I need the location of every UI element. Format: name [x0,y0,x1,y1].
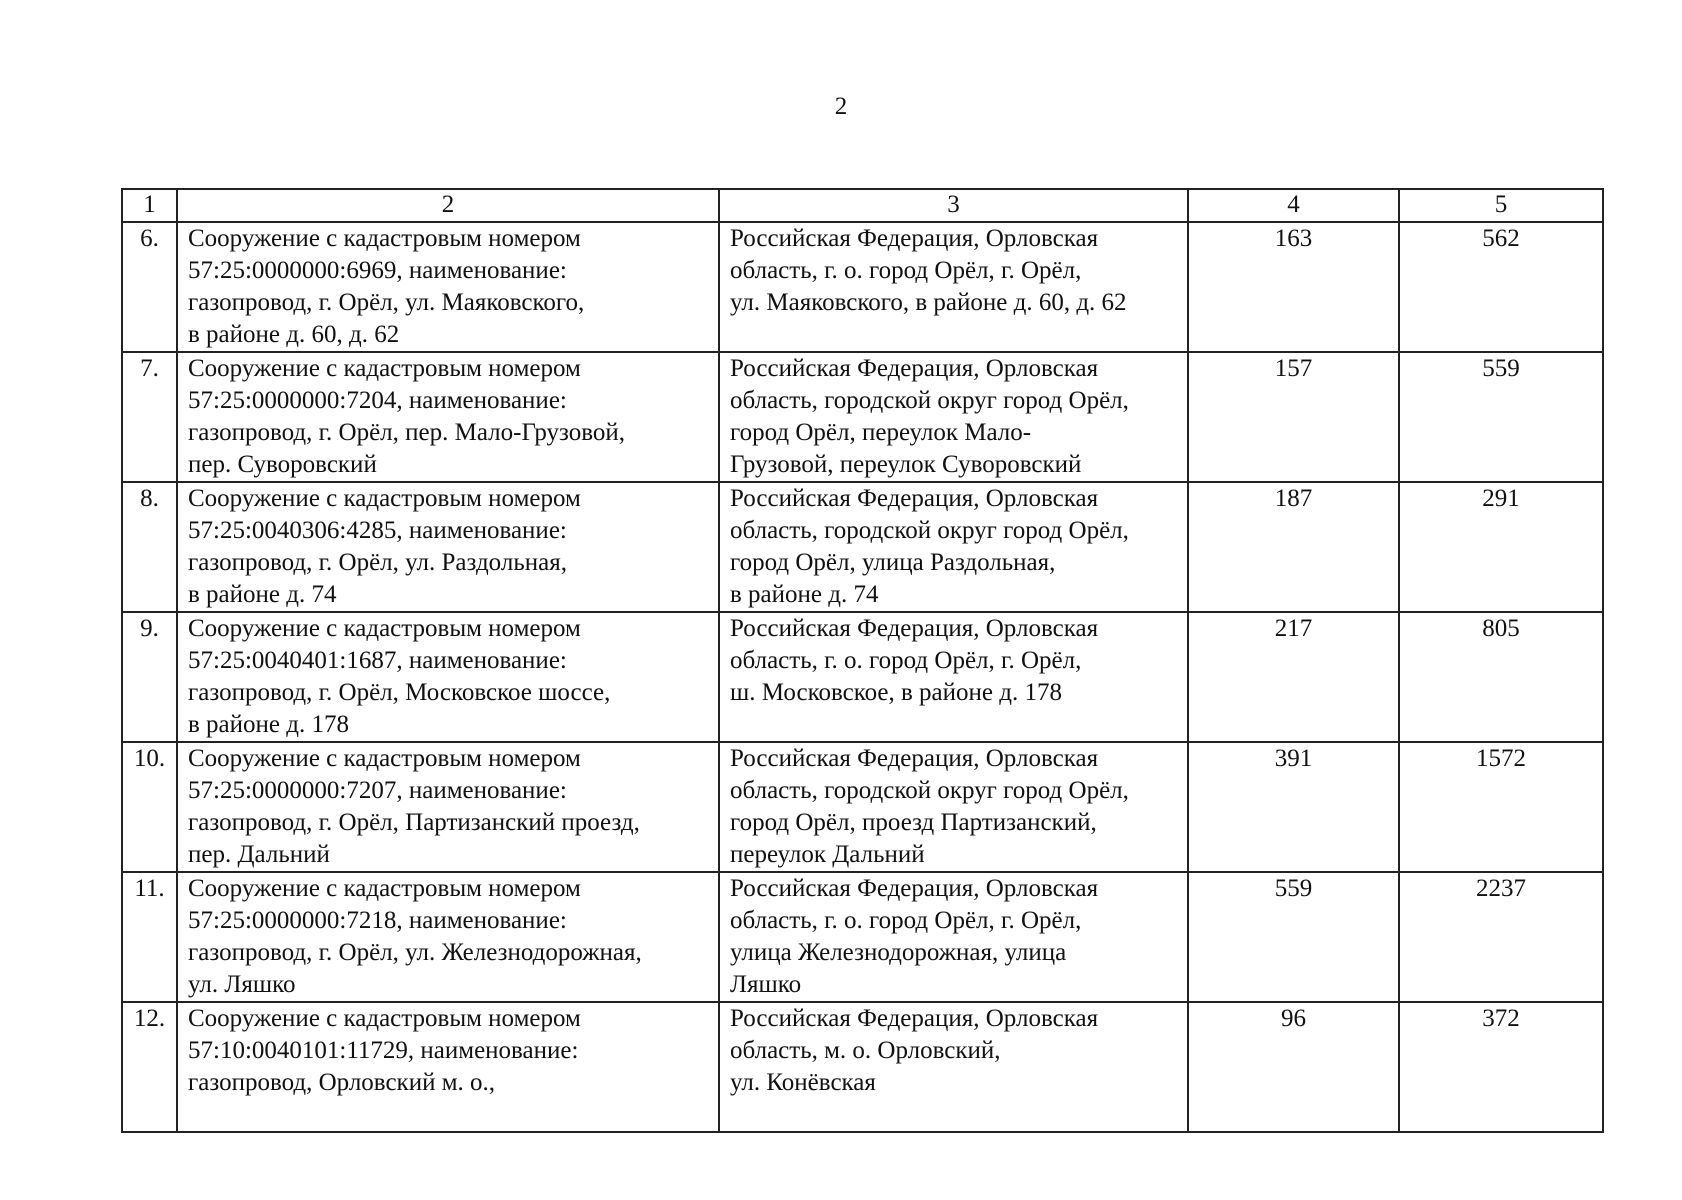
description-line: 57:25:0000000:6969, наименование: [188,257,567,284]
description-line: газопровод, г. Орёл, ул. Раздольная, [188,549,567,576]
address-line: Российская Федерация, Орловская [730,225,1099,252]
address-line: переулок Дальний [730,841,925,868]
row-number: 11. [122,872,177,1002]
object-address [719,352,1188,482]
header-cell-3: 3 [719,189,1188,222]
column-5-value: 805 [1399,612,1603,742]
address-line: улица Железнодорожная, улица [730,939,1067,966]
object-description [177,872,719,1002]
address-line: область, м. о. Орловский, [730,1037,1001,1064]
description-line: Сооружение с кадастровым номером [188,355,581,382]
address-line: Российская Федерация, Орловская [730,615,1099,642]
column-5-value: 2237 [1399,872,1603,1002]
address-line: ш. Московское, в районе д. 178 [730,679,1062,706]
address-line: область, г. о. город Орёл, г. Орёл, [730,907,1082,934]
column-4-value: 559 [1188,872,1399,1002]
address-line: Российская Федерация, Орловская [730,875,1099,902]
column-5-value: 291 [1399,482,1603,612]
description-line: Сооружение с кадастровым номером [188,225,581,252]
column-4-value: 96 [1188,1002,1399,1132]
header-cell-4: 4 [1188,189,1399,222]
object-description [177,222,719,352]
description-line [188,1099,712,1131]
object-description [177,352,719,482]
column-5-value: 562 [1399,222,1603,352]
description-line: газопровод, г. Орёл, ул. Железнодорожная, [188,939,642,966]
description-line: газопровод, г. Орёл, Партизанский проезд, [188,809,640,836]
row-number: 12. [122,1002,177,1132]
address-line [730,1099,1181,1131]
description-line: пер. Дальний [188,841,330,868]
address-line [730,709,1181,741]
table-row [122,612,1603,742]
row-number: 10. [122,742,177,872]
address-line: Российская Федерация, Орловская [730,1005,1099,1032]
address-line [730,319,1181,351]
object-address [719,222,1188,352]
address-line: Российская Федерация, Орловская [730,485,1099,512]
description-line: 57:10:0040101:11729, наименование: [188,1037,579,1064]
description-line: 57:25:0000000:7207, наименование: [188,777,567,804]
description-line: в районе д. 178 [188,711,349,738]
row-number: 6. [122,222,177,352]
address-line: Российская Федерация, Орловская [730,355,1099,382]
description-line: 57:25:0000000:7204, наименование: [188,387,567,414]
object-address [719,612,1188,742]
address-line: город Орёл, переулок Мало- [730,419,1032,446]
header-cell-2: 2 [177,189,719,222]
address-line: область, городской округ город Орёл, [730,517,1129,544]
row-number: 7. [122,352,177,482]
object-address [719,1002,1188,1132]
table-row [122,872,1603,1002]
description-line: газопровод, Орловский м. о., [188,1069,496,1096]
description-line: газопровод, г. Орёл, ул. Маяковского, [188,289,585,316]
column-4-value: 157 [1188,352,1399,482]
column-4-value: 163 [1188,222,1399,352]
description-line: ул. Ляшко [188,971,296,998]
address-line: город Орёл, улица Раздольная, [730,549,1056,576]
column-4-value: 391 [1188,742,1399,872]
address-line: область, городской округ город Орёл, [730,387,1129,414]
address-line: Грузовой, переулок Суворовский [730,451,1082,478]
address-line: ул. Конёвская [730,1069,876,1096]
page-number: 2 [834,93,848,120]
header-cell-5: 5 [1399,189,1603,222]
description-line: в районе д. 60, д. 62 [188,321,400,348]
description-line: Сооружение с кадастровым номером [188,615,581,642]
description-line: газопровод, г. Орёл, пер. Мало-Грузовой, [188,419,626,446]
header-cell-1: 1 [122,189,177,222]
object-description [177,1002,719,1132]
table-row [122,1002,1603,1132]
description-line: Сооружение с кадастровым номером [188,1005,581,1032]
table-row [122,742,1603,872]
address-line: ул. Маяковского, в районе д. 60, д. 62 [730,289,1127,316]
row-number: 8. [122,482,177,612]
row-number: 9. [122,612,177,742]
description-line: Сооружение с кадастровым номером [188,875,581,902]
object-address [719,872,1188,1002]
description-line: Сооружение с кадастровым номером [188,745,581,772]
address-line: Ляшко [730,971,802,998]
table-row [122,482,1603,612]
table-row [122,222,1603,352]
table-header-row [122,189,1603,222]
address-line: в районе д. 74 [730,581,879,608]
column-5-value: 559 [1399,352,1603,482]
address-line: область, г. о. город Орёл, г. Орёл, [730,647,1082,674]
object-description [177,612,719,742]
address-line: город Орёл, проезд Партизанский, [730,809,1097,836]
object-address [719,482,1188,612]
address-line: область, городской округ город Орёл, [730,777,1129,804]
column-4-value: 187 [1188,482,1399,612]
description-line: 57:25:0040401:1687, наименование: [188,647,567,674]
column-5-value: 1572 [1399,742,1603,872]
column-4-value: 217 [1188,612,1399,742]
object-description [177,742,719,872]
object-description [177,482,719,612]
description-line: газопровод, г. Орёл, Московское шоссе, [188,679,611,706]
registry-table [121,188,1604,1133]
description-line: 57:25:0000000:7218, наименование: [188,907,567,934]
description-line: пер. Суворовский [188,451,377,478]
description-line: Сооружение с кадастровым номером [188,485,581,512]
address-line: область, г. о. город Орёл, г. Орёл, [730,257,1082,284]
address-line: Российская Федерация, Орловская [730,745,1099,772]
column-5-value: 372 [1399,1002,1603,1132]
object-address [719,742,1188,872]
table-row [122,352,1603,482]
description-line: 57:25:0040306:4285, наименование: [188,517,567,544]
description-line: в районе д. 74 [188,581,337,608]
